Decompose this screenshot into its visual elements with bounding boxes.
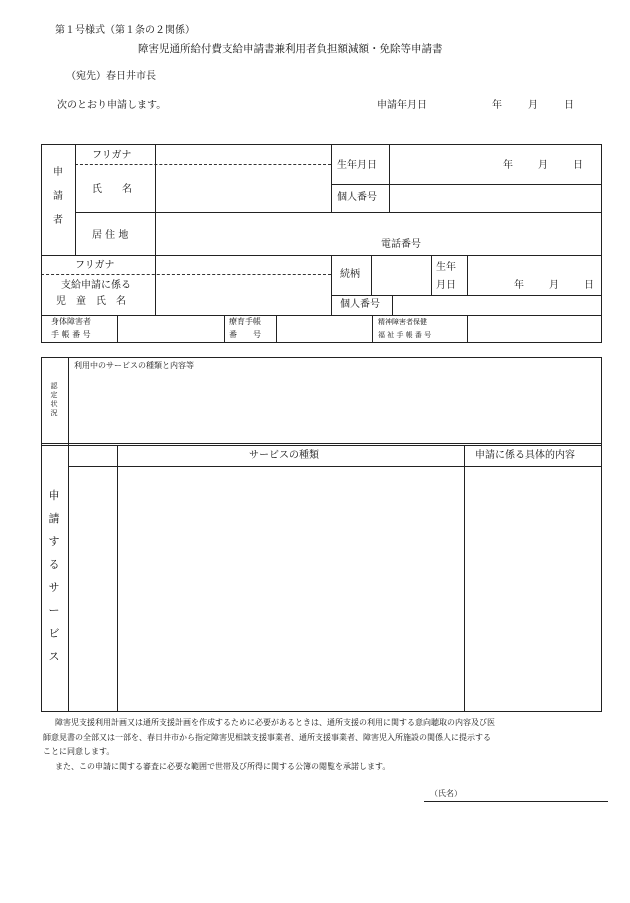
child-personal-number-label: 個人番号 <box>340 299 380 310</box>
child-furigana-label: フリガナ <box>75 260 115 271</box>
services-section-label: 申 請 す る サ ー ビ ス <box>48 489 60 663</box>
child-birth-label-line1: 生年 <box>436 262 456 273</box>
signature-field[interactable] <box>464 784 606 801</box>
applicant-birthdate-field[interactable] <box>390 145 601 183</box>
consent-paragraph-2: また、この申請に関する審査に必要な範囲で世帯及び所得に関する公簿の閲覧を承諾します。 <box>55 762 391 771</box>
physical-disability-number-field[interactable] <box>118 316 223 341</box>
service-detail-field[interactable] <box>465 467 600 710</box>
applicant-birthdate-year: 年 <box>503 160 513 171</box>
rehab-notebook-label-line2: 番 号 <box>229 330 261 339</box>
applicant-name-field[interactable] <box>156 166 330 211</box>
child-relationship-field[interactable] <box>372 256 430 294</box>
child-birthdate-field[interactable] <box>468 256 601 294</box>
physical-disability-label-line1: 身体障害者 <box>51 317 91 326</box>
current-services-field[interactable] <box>69 374 600 441</box>
consent-paragraph-1-line-3: ことに同意します。 <box>43 747 115 756</box>
consent-paragraph-1-line-1: 障害児支援利用計画又は通所支援計画を作成するために必要があるときは、通所支援の利用に関する意向聴取の内容及び医 <box>55 718 495 727</box>
rehab-notebook-label-line1: 療育手帳 <box>229 317 261 326</box>
applicant-personal-number-field[interactable] <box>390 185 601 211</box>
child-name-field[interactable] <box>156 276 330 314</box>
signature-line <box>424 801 608 802</box>
application-date-year: 年 <box>492 100 502 111</box>
signature-label: （氏名） <box>430 789 462 798</box>
applicant-name-label: 氏 名 <box>92 184 132 195</box>
addressee: （宛先）春日井市長 <box>66 71 156 82</box>
mental-health-number-field[interactable] <box>468 316 601 341</box>
applicant-birthdate-label: 生年月日 <box>337 160 377 171</box>
certification-section-label: 認 定 状 況 <box>50 382 58 417</box>
current-services-label: 利用中のサービスの種類と内容等 <box>74 361 194 370</box>
mental-health-label-line2: 福 祉 手 帳 番 号 <box>378 331 432 339</box>
child-birth-label-line2: 月日 <box>436 280 456 291</box>
application-date-label: 申請年月日 <box>377 100 427 111</box>
child-relationship-label: 続柄 <box>340 269 360 280</box>
service-checkbox-column[interactable] <box>69 467 116 710</box>
rehab-notebook-number-field[interactable] <box>277 316 371 341</box>
form-number: 第１号様式（第１条の２関係） <box>55 25 195 36</box>
applicant-address-label: 居 住 地 <box>92 230 129 241</box>
application-date-day: 日 <box>564 100 574 111</box>
application-date-month: 月 <box>528 100 538 111</box>
child-furigana-field[interactable] <box>156 256 330 273</box>
applicant-address-field[interactable] <box>156 213 601 254</box>
applicant-personal-number-label: 個人番号 <box>337 192 377 203</box>
applicant-phone-label: 電話番号 <box>381 239 421 250</box>
intro-text: 次のとおり申請します。 <box>57 100 167 111</box>
child-name-label-line1: 支給申請に係る <box>61 280 131 291</box>
service-type-field[interactable] <box>118 467 463 710</box>
applicant-furigana-field[interactable] <box>156 145 330 163</box>
physical-disability-label-line2: 手 帳 番 号 <box>51 330 91 339</box>
mental-health-label-line1: 精神障害者保健 <box>378 318 427 326</box>
applicant-section-label: 申 請 者 <box>53 167 63 226</box>
child-birthdate-month: 月 <box>549 280 559 291</box>
form-title: 障害児通所給付費支給申請書兼利用者負担額減額・免除等申請書 <box>138 43 443 55</box>
child-name-label-line2: 児 童 氏 名 <box>56 296 126 307</box>
applicant-birthdate-day: 日 <box>573 160 583 171</box>
consent-paragraph-1-line-2: 師意見書の全部又は一部を、春日井市から指定障害児相談支援事業者、通所支援事業者、障害児入所施設の関係人に提示する <box>43 733 491 742</box>
applicant-birthdate-month: 月 <box>538 160 548 171</box>
service-type-header: サービスの種類 <box>249 450 319 461</box>
applicant-furigana-label: フリガナ <box>92 150 132 161</box>
service-detail-header: 申請に係る具体的内容 <box>475 450 575 461</box>
child-personal-number-field[interactable] <box>393 296 601 314</box>
child-birthdate-year: 年 <box>514 280 524 291</box>
child-birthdate-day: 日 <box>584 280 594 291</box>
